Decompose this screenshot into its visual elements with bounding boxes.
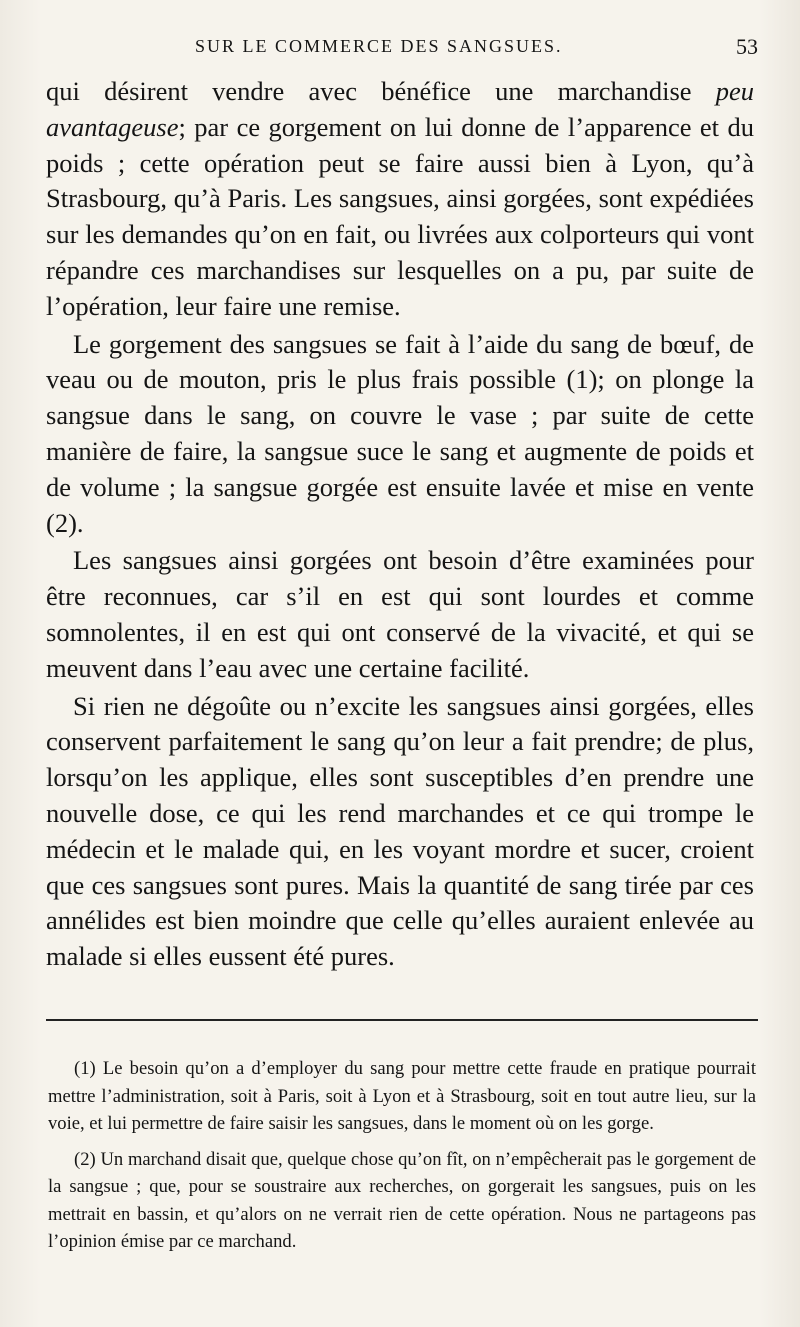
paragraph-1-rest: ; par ce gorgement on lui donne de l’apparence et du poids ; cette opération peut se faire aussi bien à Lyon, qu’à Strasbourg, qu’à Paris. Les sangsues, ainsi gorgées, sont expédiées sur les demandes qu’on en fait, ou livrées aux colporteurs qui vont répandre ces marchandises sur lesquelles on a pu, par suite de l’opération, leur faire une remise. xyxy=(46,111,754,321)
footnote-1: (1) Le besoin qu’on a d’employer du sang pour mettre cette fraude en pratique pourrait mettre l’administration, soit à Paris, soit à Lyon et à Strasbourg, soit en tout autre lieu, sur la voie, et lui permettre de faire saisir les sangsues, dans le moment où on les gorge. xyxy=(48,1058,756,1134)
paragraph-4: Si rien ne dégoûte ou n’excite les sangsues ainsi gorgées, elles conservent parfaitement le sang qu’on leur a fait prendre; de plus, lorsqu’on les applique, elles sont susceptibles d’en prendre une nouvelle dose, ce qui les rend marchandes et ce qui trompe le médecin et le malade qui, en les voyant mordre et sucer, croient que ces sangsues sont pures. Mais la quantité de sang tirée par ces annélides est bien moindre que celle qu’elles auraient enlevée au malade si elles eussent été pures. xyxy=(46,690,754,972)
main-text xyxy=(46,74,754,975)
paragraph-2: Le gorgement des sangsues se fait à l’aide du sang de bœuf, de veau ou de mouton, pris le plus frais possible (1); on plonge la sangsue dans le sang, on couvre le vase ; par suite de cette manière de faire, la sangsue suce le sang et augmente de poids et de volume ; la sangsue gorgée est ensuite lavée et mise en vente (2). xyxy=(46,328,754,538)
paragraph-1 xyxy=(46,74,754,325)
footnote-2: (2) Un marchand disait que, quelque chose qu’on fît, on n’empêcherait pas le gorgement de la sangsue ; que, pour se soustraire aux recherches, on gorgerait les sangsues, puis on les mettrait en bassin, et qu’alors on ne verrait rien de cette opération. Nous ne partageons pas l’opinion émise par ce marchand. xyxy=(48,1148,756,1252)
running-title: SUR LE COMMERCE DES SANGSUES. xyxy=(195,36,563,56)
footnote-separator xyxy=(46,1019,758,1021)
footnotes xyxy=(48,1055,756,1264)
emphasized-phrase: peu avantageuse xyxy=(46,76,754,142)
page-number: 53 xyxy=(736,34,758,59)
paragraph-3: Les sangsues ainsi gorgées ont besoin d’être examinées pour être reconnues, car s’il en est qui sont lourdes et comme somnolentes, il en est qui ont conservé de la vivacité, et qui se meuvent dans l’eau avec une certaine facilité. xyxy=(46,545,754,683)
paragraph-1-start: qui désirent vendre avec bénéfice une marchandise xyxy=(46,76,716,106)
